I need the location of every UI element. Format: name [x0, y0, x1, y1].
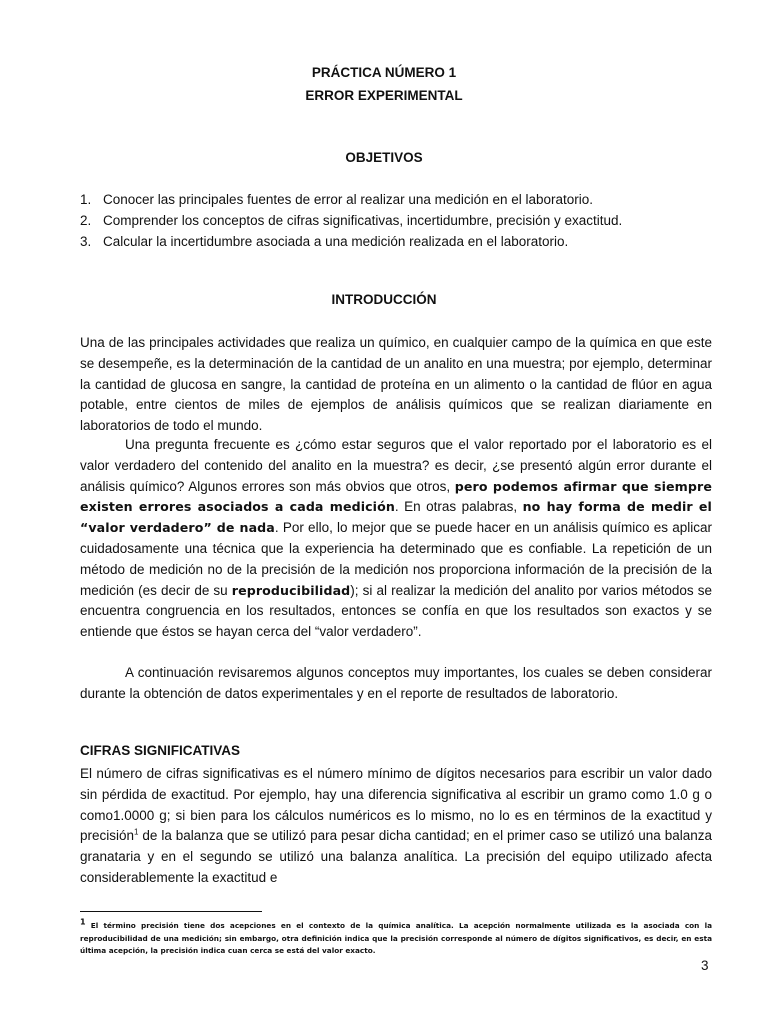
bold-text: reproducibilidad: [231, 582, 351, 598]
text-run: . Por ello, lo mejor que se puede hacer en un análisis químico es aplicar cuidadosamente una técnica que la experiencia ha determinado que es confiable. La repetición de un método de medición no de la precisión de la medición nos proporciona información de la precisión de la medición (es decir de su: [80, 520, 712, 598]
bold-text: pero podemos afirmar que siempre existen errores asociados a cada medición: [80, 478, 712, 515]
text-run: . En otras palabras,: [394, 499, 523, 515]
footnote: [80, 917, 712, 958]
intro-paragraph-2: [80, 435, 712, 643]
intro-paragraph-3: A continuación revisaremos algunos conceptos muy importantes, los cuales se deben considerar durante la obtención de datos experimentales y en el reporte de resultados de laboratorio.: [80, 665, 712, 701]
list-item-number: 1.: [80, 192, 92, 207]
footnote-reference[interactable]: 1: [134, 827, 139, 837]
sig-figs-paragraph: [80, 764, 712, 889]
list-item: [80, 231, 720, 252]
list-item-text: Conocer las principales fuentes de error al realizar una medición en el laboratorio.: [103, 192, 594, 207]
list-item: [80, 210, 720, 231]
text-run: ); si al realizar la medición del analito por varios métodos se encuentra congruencia en los resultados, entonces se confía en que los resultados son exactos y se entiende que éstos se hayan cerca del “valor verdadero”.: [80, 582, 712, 640]
list-item-text: Comprender los conceptos de cifras significativas, incertidumbre, precisión y exactitud.: [103, 213, 623, 228]
footnote-text: El término precisión tiene dos acepciones en el contexto de la química analítica. La acepción normalmente utilizada es la asociada con la reproducibilidad de una medición; sin embargo, otra definición indica que la precisión corresponde al número de dígitos significativos, es decir, en esta última acepción, la precisión indica cuan cerca se está del valor exacto.: [80, 921, 712, 955]
list-item-number: 2.: [80, 213, 92, 228]
intro-paragraph-1: Una de las principales actividades que realiza un químico, en cualquier campo de la química en que este se desempeñe, es la determinación de la cantidad de un analito en una muestra; por ejemplo, determinar la cantidad de glucosa en sangre, la cantidad de proteína en un alimento o la cantidad de flúor en agua potable, entre cientos de miles de ejemplos de análisis químicos que se realizan diariamente en laboratorios de todo el mundo.: [80, 335, 712, 434]
text-run: de la balanza que se utilizó para pesar dicha cantidad; en el primer caso se utilizó una balanza granataria y en el segundo se utilizó una balanza analítica. La precisión del equipo utilizado afecta considerablemente la exactitud e: [80, 828, 712, 885]
objectives-list: [80, 189, 720, 252]
page-number: 3: [701, 958, 709, 973]
practice-title: PRÁCTICA NÚMERO 1: [311, 65, 457, 80]
text-run: Una pregunta frecuente es ¿cómo estar seguros que el valor reportado por el laboratorio es el valor verdadero del contenido del analito en la muestra? es decir, ¿se presentó algún error durante el análisis químico? Algunos errores son más obvios que otros,: [80, 437, 712, 494]
footnote-divider: [80, 911, 262, 912]
objectives-heading: OBJETIVOS: [345, 150, 423, 165]
footnote-marker: 1: [80, 917, 86, 927]
introduction-heading: INTRODUCCIÓN: [331, 292, 437, 307]
list-item-number: 3.: [80, 234, 92, 249]
list-item-text: Calcular la incertidumbre asociada a una medición realizada en el laboratorio.: [103, 234, 569, 249]
bold-text: no hay forma de medir el “valor verdadero” de nada: [80, 499, 712, 536]
text-run: El número de cifras significativas es el número mínimo de dígitos necesarios para escribir un valor dado sin pérdida de exactitud. Por ejemplo, hay una diferencia significativa al escribir un gramo como 1.0 g o como1.0000 g; si bien para los cálculos numéricos es lo mismo, no lo es en términos de la exactitud y precisión: [80, 766, 712, 844]
practice-subtitle: ERROR EXPERIMENTAL: [305, 88, 463, 103]
list-item: [80, 189, 720, 210]
section-heading: CIFRAS SIGNIFICATIVAS: [80, 743, 241, 758]
